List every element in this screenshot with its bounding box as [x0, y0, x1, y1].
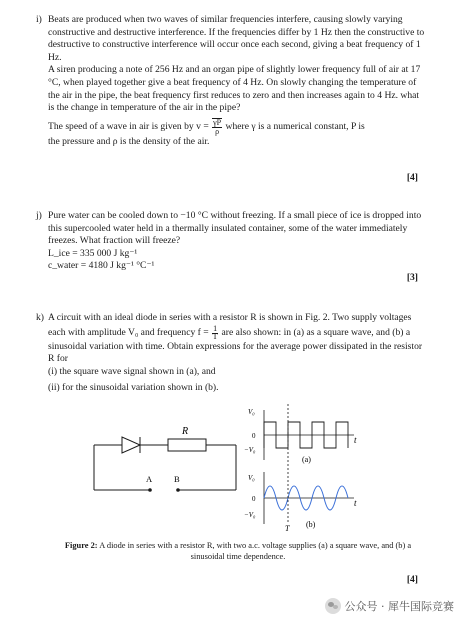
square-wave-v0-label: V₀: [248, 408, 255, 416]
sine-wave-t-label: t: [354, 498, 357, 508]
question-j-marks: [3]: [406, 272, 418, 283]
speed-formula-prefix: The speed of a wave in air is given by v =: [48, 120, 209, 132]
question-k-sub-ii: (ii) for the sinusoidal variation shown in (b).: [48, 382, 219, 394]
frequency-denominator: T: [212, 331, 218, 341]
question-k-para-a: A circuit with an ideal diode in series with a resistor R is shown in Fig. 2. Two supply voltages each with amplitude V₀ and frequency f =: [48, 312, 412, 338]
question-i-para2: A siren producing a note of 256 Hz and an organ pipe of slightly lower frequency full of air at 17 °C, when played together give a beat frequency of 4 Hz. On slowly changing the temperature of the air in the pipe, the beat frequency first reduces to zero and then increases again to 4 Hz. what is the change in temperature of the air in the pipe?: [48, 64, 421, 114]
figure-caption: [58, 540, 418, 562]
sine-wave-panel: [244, 472, 357, 529]
question-k: [36, 312, 426, 395]
terminal-a-dot: [148, 488, 152, 492]
period-marker-label: T: [285, 524, 290, 533]
watermark-text: 公众号 · 犀牛国际竞赛: [344, 600, 454, 613]
question-k-label: k): [36, 312, 44, 323]
terminal-a-label: A: [146, 474, 153, 484]
question-j-para: Pure water can be cooled down to −10 °C without freezing. If a small piece of ice is dropped into this supercooled water held in a thermally insulated container, some of the water immediately freezes. What fraction will freeze?: [48, 210, 422, 247]
question-i-label: i): [36, 14, 42, 25]
question-i-para1: Beats are produced when two waves of similar frequencies interfere, causing slowly varying constructive and destructive interference. If the frequencies differ by 1 Hz then the constructive to destructive to constructive interference will occur once each second, giving a beat frequency of 1 Hz.: [48, 14, 425, 63]
circuit-diagram: [94, 437, 236, 490]
question-i: [36, 14, 426, 148]
figure-caption-text: A diode in series with a resistor R, with two a.c. voltage supplies (a) a square wave, and (b) a sinusoidal time dependence.: [99, 541, 412, 561]
watermark: [325, 598, 455, 614]
figure-2: [0, 400, 466, 540]
sine-wave-panel-label: (b): [306, 520, 316, 529]
sine-wave-v0-label: V₀: [248, 474, 255, 482]
question-j-lice: L_ice = 335 000 J kg⁻¹: [48, 247, 138, 259]
diode-icon: [122, 437, 140, 453]
square-wave-panel-label: (a): [302, 455, 311, 464]
question-j-cwater: c_water = 4180 J kg⁻¹ °C⁻¹: [48, 260, 155, 272]
square-wave-zero-label: 0: [252, 432, 256, 440]
frequency-numerator: 1: [213, 323, 218, 333]
question-j: [36, 210, 426, 273]
question-k-marks: [4]: [406, 574, 418, 585]
resistor-icon: [168, 439, 206, 451]
square-wave-t-label: t: [354, 435, 357, 445]
question-i-marks: [4]: [406, 172, 418, 183]
wechat-icon: [325, 598, 341, 614]
question-j-label: j): [36, 210, 42, 221]
square-wave-panel: [244, 408, 357, 464]
square-wave-neg-v0-label: −V₀: [244, 446, 256, 454]
terminal-b-dot: [176, 488, 180, 492]
resistor-label: R: [182, 426, 189, 437]
question-i-speed-line: [48, 118, 426, 136]
question-k-sub-i: (i) the square wave signal shown in (a), and: [48, 365, 216, 377]
question-k-para-b: are also shown: in (a) as a square wave, and (b) a sinusoidal variation with time. Obtain expressions for the average power dissipated in the resistor R for: [48, 326, 423, 365]
sine-wave-zero-label: 0: [252, 495, 256, 503]
speed-formula-numerator: γP: [213, 117, 222, 127]
speed-formula-fraction: [212, 118, 222, 136]
terminal-b-label: B: [174, 474, 180, 484]
sine-wave-neg-v0-label: −V₀: [244, 511, 256, 519]
frequency-fraction: [212, 325, 218, 341]
speed-formula-denominator: ρ: [215, 126, 220, 136]
speed-formula-suffix: where γ is a numerical constant, P is: [225, 120, 365, 132]
figure-caption-label: Figure 2:: [64, 541, 98, 550]
question-i-speed-line2: the pressure and ρ is the density of the air.: [48, 135, 210, 147]
